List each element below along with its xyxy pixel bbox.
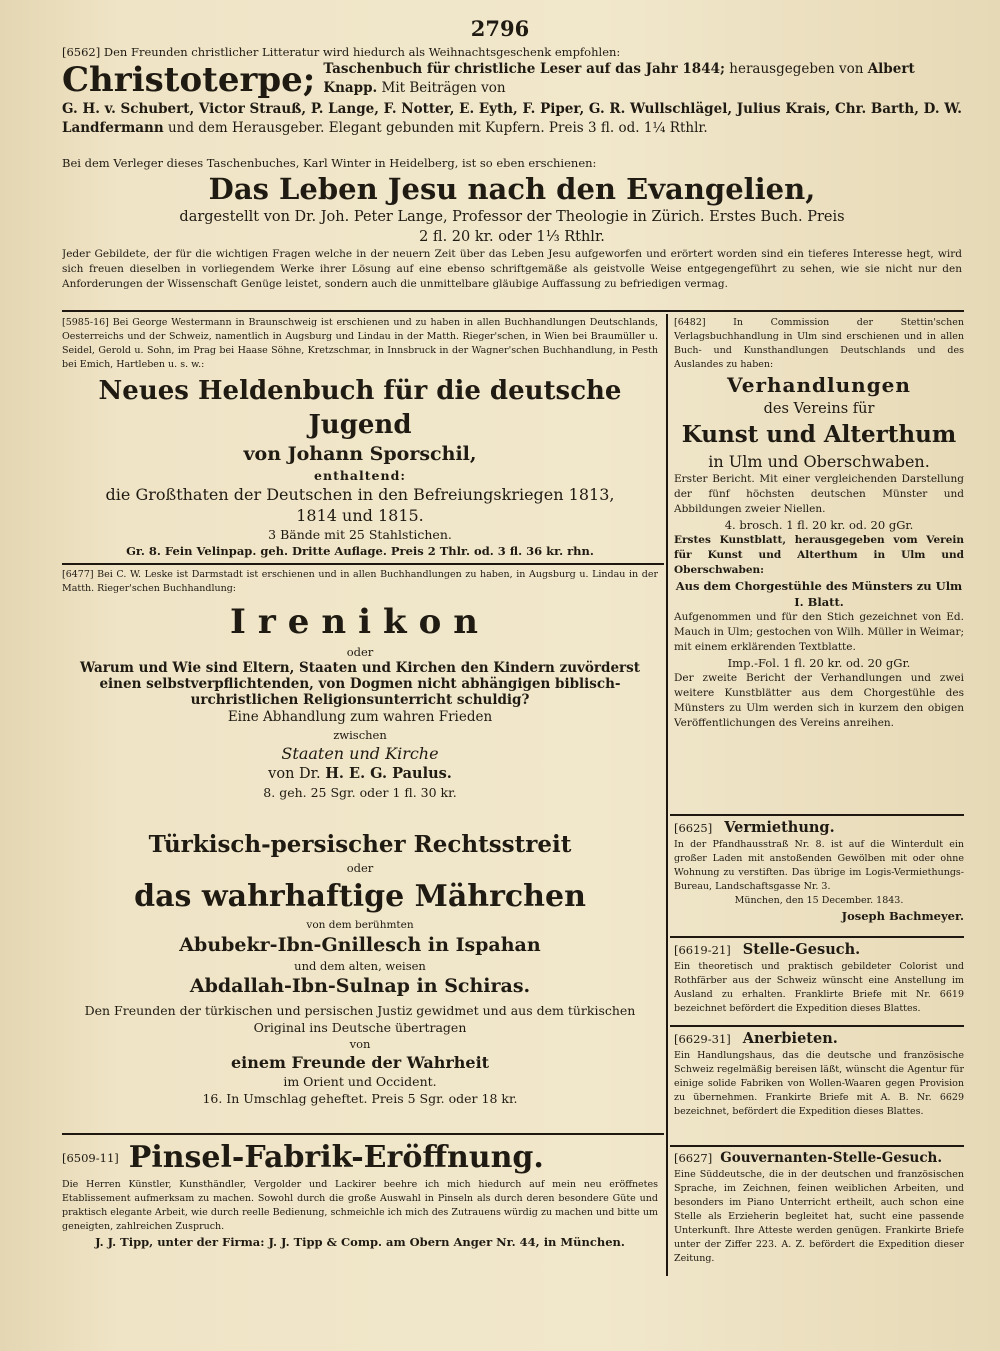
- ad-ref: [6629-31]: [674, 1032, 731, 1046]
- ad-title2: Kunst und Alterthum: [681, 421, 957, 448]
- ad-price: 4. brosch. 1 fl. 20 kr. od. 20 gGr.: [724, 518, 914, 532]
- ad-zwischen: zwischen: [333, 728, 387, 742]
- ad-body: Die Herren Künstler, Kunsthändler, Vergolder und Lackirer beehre ich mich hiedurch auf mein neu eröffnetes Etablissement aufmerksam zu machen. Sowohl durch die große Auswahl in Pinseln als durch deren besondere Güte und praktisch elegante Arbeit, wie durch reelle Bedienung, schmeichle ich mich des Zutrauens würdig zu machen und bitte um geneigten, zahlreichen Zuspruch.: [62, 1179, 658, 1232]
- divider: [670, 1025, 964, 1027]
- ad-subtitle: Aus dem Chorgestühle des Münsters zu Ulm I. Blatt.: [675, 579, 963, 609]
- ad-body: Ein theoretisch und praktisch gebildeter Colorist und Rothfärber aus der Schweiz wünscht eine Anstellung im Ausland zu erhalten. Franklirte Briefe mit Nr. 6619 bezeichnet befördert die Expedition dieses Blattes.: [674, 961, 964, 1014]
- ad-author: von Johann Sporschil,: [243, 443, 477, 465]
- ad-anerbieten: [674, 1029, 964, 1142]
- ad-contributors-block: [62, 100, 962, 138]
- ad-intro: [5985-16] Bei George Westermann in Braunschweig ist erschienen und zu haben in allen Buchhandlungen Deutschlands, Oesterreichs und der Schweiz, namentlich in Augsburg und Lindau in der Matth. Rieger'schen, in Wien bei Braumüller u. Seidel, Gerold u. Sohn, im Prag bei Haase Söhne, Kretzschmar, in Innsbruck in der Wagner'schen Buchhandlung, in Pesth bei Emich, Hartleben u. s. w.:: [62, 317, 658, 370]
- ad-oder: oder: [346, 645, 374, 659]
- ad-lead: des Vereins für: [763, 401, 875, 417]
- ad-intro: [6477] Bei C. W. Leske ist Darmstadt ist erschienen und in allen Buchhandlungen zu haben, in Augsburg u. Lindau in der Matth. Rieger'schen Buchhandlung:: [62, 569, 658, 594]
- ad-name: Abdallah-Ibn-Sulnap in Schiras.: [189, 975, 531, 997]
- ad-title: Anerbieten.: [742, 1030, 838, 1047]
- ad-body: Eine Süddeutsche, die in der deutschen und französischen Sprache, im Zeichnen, feinen weiblichen Arbeiten, und besonders im Piano Unterricht ertheilt, auch schon eine Stelle als Erzieherin begleitet hat, sucht eine passende Unterkunft. Ihre Atteste werden genügen. Frankirte Briefe unter der Ziffer 223. A. Z. befördert die Expedition dieser Zeitung.: [674, 1169, 964, 1264]
- ad-body: Erster Bericht. Mit einer vergleichenden Darstellung der fünf höchsten deutschen Münster und Abbildungen zweier Niellen.: [674, 473, 964, 515]
- ad-von: von: [349, 1037, 371, 1051]
- ad-title: Vermiethung.: [724, 819, 835, 836]
- ad-editor: Albert Knapp.: [323, 61, 915, 96]
- ad-desc: 1814 und 1815.: [296, 506, 424, 525]
- ad-date: München, den 15 December. 1843.: [734, 895, 904, 906]
- ad-title2: das wahrhaftige Mährchen: [134, 879, 586, 914]
- ad-intro: [6482] In Commission der Stettin'schen Verlagsbuchhandlung in Ulm sind erschienen und in allen Buch- und Kunsthandlungen Deutschlands und des Auslandes zu haben:: [674, 317, 964, 370]
- ad-title: Gouvernanten-Stelle-Gesuch.: [720, 1150, 943, 1166]
- ad-place: im Orient und Occident.: [283, 1074, 437, 1089]
- ad-intro: [6562] Den Freunden christlicher Litteratur wird hiedurch als Weihnachtsgeschenk empfohlen:: [62, 45, 621, 59]
- ad-body: Jeder Gebildete, der für die wichtigen Fragen welche in der neuern Zeit über das Leben Jesu aufgeworfen und erörtert worden sind ein tieferes Interesse hegt, wird sich freuen dieselben in vorliegendem Werke ihrer Lösung auf eine ebenso schriftgemäße als geistvolle Weise entgegengeführt zu sehen, wie sie nicht nur den Anforderungen der Wissenschaft Genüge leistet, sondern auch die unmittelbare gläubige Auffassung zu befriedigen vermag.: [62, 248, 962, 290]
- ad-body: In der Pfandhausstraß Nr. 8. ist auf die Winterdult ein großer Laden mit anstoßenden Gewölben mit oder ohne Wohnung zu verstiften. Das übrige im Logis-Vermiethungs-Bureau, Landschaftsgasse Nr. 3.: [674, 839, 964, 892]
- ad-line: dargestellt von Dr. Joh. Peter Lange, Professor der Theologie in Zürich. Erstes Buch. Preis: [179, 209, 845, 225]
- ad-lead: von dem berühmten: [306, 919, 414, 931]
- ad-sign: Joseph Bachmeyer.: [841, 909, 964, 923]
- ad-desc: Eine Abhandlung zum wahren Frieden: [227, 709, 493, 725]
- ad-title: Irenikon: [229, 602, 491, 642]
- ad-price: 16. In Umschlag geheftet. Preis 5 Sgr. oder 18 kr.: [202, 1091, 518, 1106]
- divider: [670, 814, 964, 816]
- divider: [62, 310, 964, 312]
- ad-ref: [6625]: [674, 821, 713, 835]
- ad-christoterpe: [62, 44, 962, 156]
- ad-author-lead: von Dr.: [268, 766, 321, 782]
- ad-price: [62, 559, 658, 560]
- ad-title: Das Leben Jesu nach den Evangelien,: [208, 172, 816, 206]
- ad-title3: in Ulm und Oberschwaben.: [708, 452, 930, 471]
- ad-contrib-lead: Mit Beiträgen von: [381, 80, 506, 96]
- ad-rechtsstreit: [62, 830, 658, 1130]
- ad-desc: Staaten und Kirche: [281, 744, 439, 763]
- divider: [670, 1145, 964, 1147]
- ad-intro: Bei dem Verleger dieses Taschenbuches, Karl Winter in Heidelberg, ist so eben erschienen:: [62, 156, 597, 170]
- ad-title: Pinsel-Fabrik-Eröffnung.: [128, 1140, 544, 1175]
- ad-price: Gr. 8. Fein Velinpap. geh. Dritte Auflage. Preis 2 Thlr. od. 3 fl. 36 kr. rhn.: [126, 544, 594, 558]
- column-divider: [666, 314, 668, 1276]
- ad-heldenbuch: [62, 316, 658, 560]
- ad-subtitle: Taschenbuch für christliche Leser auf das Jahr 1844;: [323, 61, 725, 77]
- ad-title: Neues Heldenbuch für die deutsche Jugend: [98, 376, 622, 440]
- ad-ref: [6627]: [674, 1151, 713, 1165]
- ad-body: Erstes Kunstblatt, herausgegeben vom Verein für Kunst und Alterthum in Ulm und Oberschwaben:: [674, 534, 964, 576]
- divider: [670, 936, 964, 938]
- ad-containing: enthaltend:: [314, 468, 406, 483]
- ad-oder: oder: [346, 861, 374, 875]
- ad-title: Verhandlungen: [727, 373, 911, 397]
- ad-body: Den Freunden der türkischen und persischen Justiz gewidmet und aus dem türkischen Original ins Deutsche übertragen: [84, 1003, 636, 1035]
- divider: [62, 1133, 664, 1135]
- ad-author: H. E. G. Paulus.: [325, 765, 452, 782]
- ad-gouvernante: [674, 1149, 964, 1275]
- ad-body: Der zweite Bericht der Verhandlungen und zwei weitere Kunstblätter aus dem Chorgestühle des Münsters zu Ulm werden sich in kurzem den obigen Veröffentlichungen des Vereins anreihen.: [674, 672, 964, 729]
- ad-desc: die Großthaten der Deutschen in den Befreiungskriegen 1813,: [105, 485, 615, 504]
- ad-price: 8. geh. 25 Sgr. oder 1 fl. 30 kr.: [263, 785, 457, 800]
- ad-desc: 3 Bände mit 25 Stahlstichen.: [268, 527, 452, 542]
- ad-mid: und dem alten, weisen: [294, 959, 426, 973]
- divider: [62, 563, 664, 565]
- ad-pinsel: [62, 1138, 658, 1273]
- ad-title: Christoterpe;: [62, 60, 316, 100]
- ad-editor-lead: herausgegeben von: [729, 61, 864, 77]
- ad-name: Abubekr-Ibn-Gnillesch in Ispahan: [179, 934, 541, 956]
- ad-subtitle: Warum und Wie sind Eltern, Staaten und Kirchen den Kindern zuvörderst einen selbstverpflichtenden, von Dogmen nicht abhängigen biblisch-urchristlichen Religionsunterricht schuldig?: [79, 660, 640, 708]
- ad-subtitle-block: [323, 60, 962, 98]
- ad-stelle-gesuch: [674, 940, 964, 1022]
- ad-leben-jesu: [62, 155, 962, 307]
- ad-price: Imp.-Fol. 1 fl. 20 kr. od. 20 gGr.: [727, 656, 911, 670]
- ad-friend: einem Freunde der Wahrheit: [230, 1053, 490, 1072]
- ad-body: Aufgenommen und für den Stich gezeichnet von Ed. Mauch in Ulm; gestochen von Wilh. Müller in Weimar; mit einem erklärenden Textblatte.: [674, 611, 964, 653]
- ad-vermiethung: [674, 818, 964, 933]
- ad-title: Türkisch-persischer Rechtsstreit: [148, 831, 572, 858]
- ad-ref: [6509-11]: [62, 1151, 119, 1165]
- ad-body: Ein Handlungshaus, das die deutsche und französische Schweiz regelmäßig bereisen läßt, wünscht die Agentur für einige solide Fabriken von Wollen-Waaren gegen Provision zu übernehmen. Frankirte Briefe mit A. B. Nr. 6629 bezeichnet, befördert die Expedition dieses Blattes.: [674, 1050, 964, 1117]
- ad-sign: J. J. Tipp, unter der Firma: J. J. Tipp & Comp. am Obern Anger Nr. 44, in München.: [95, 1235, 625, 1249]
- ad-author-line: [62, 764, 658, 784]
- ad-irenikon: [62, 568, 658, 818]
- ad-title: Stelle-Gesuch.: [742, 941, 861, 958]
- ad-contributors: G. H. v. Schubert, Victor Strauß, P. Lange, F. Notter, E. Eyth, F. Piper, G. R. Wullschlägel, Julius Krais, Chr. Barth, D. W. Landfermann: [62, 101, 962, 136]
- ad-price: 2 fl. 20 kr. oder 1⅓ Rthlr.: [419, 229, 605, 245]
- ad-contrib-tail: und dem Herausgeber. Elegant gebunden mit Kupfern. Preis 3 fl. od. 1¼ Rthlr.: [167, 120, 708, 136]
- ad-ref: [6619-21]: [674, 943, 731, 957]
- page-number: 2796: [470, 16, 530, 41]
- ad-verhandlungen: [674, 316, 964, 811]
